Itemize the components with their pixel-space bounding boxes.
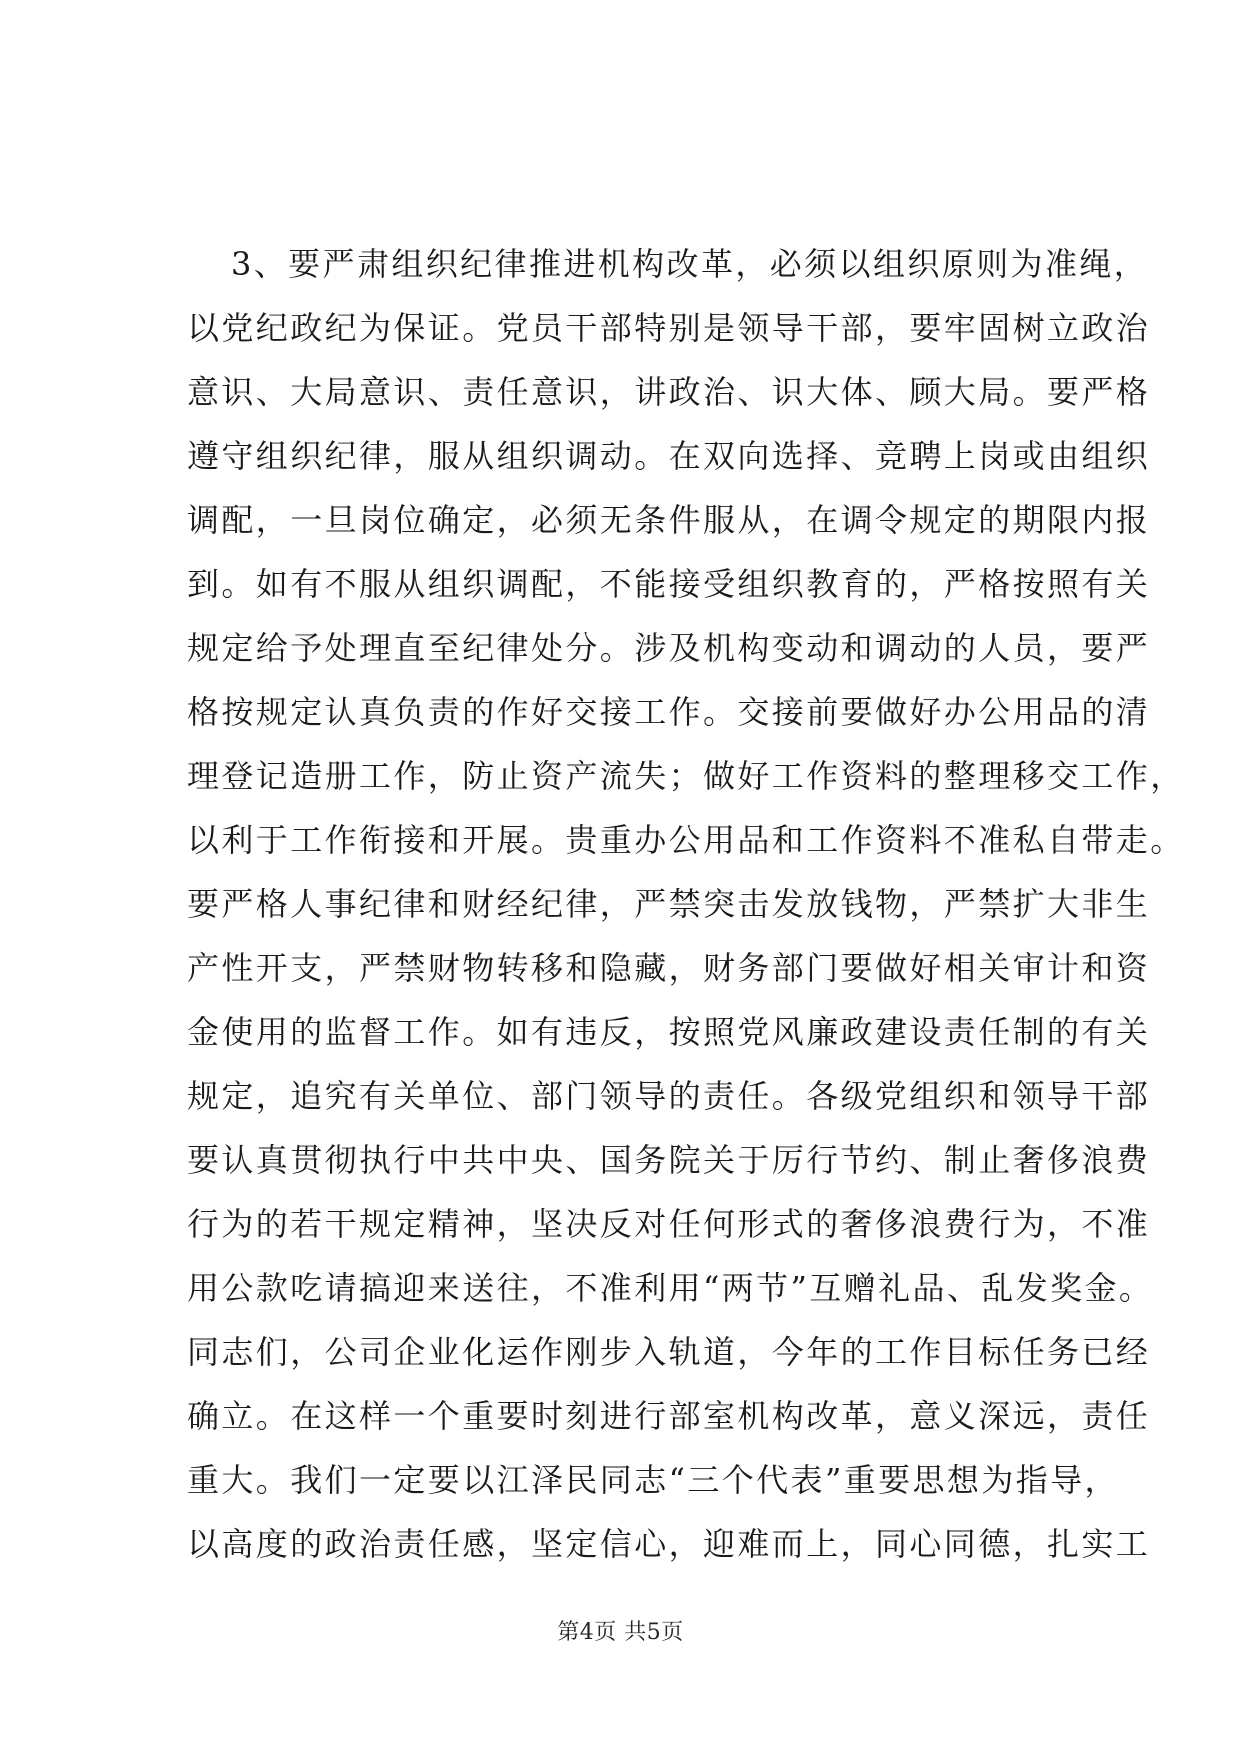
paragraph-line: 以高度的政治责任感，坚定信心，迎难而上，同心同德，扎实工 [187, 1525, 1151, 1563]
document-body [187, 232, 1185, 1576]
paragraph-line: 规定给予处理直至纪律处分。涉及机构变动和调动的人员，要严 [187, 629, 1151, 667]
paragraph-line: 用公款吃请搞迎来送往，不准利用“两节”互赠礼品、乱发奖金。 [187, 1269, 1154, 1307]
paragraph-line: 要认真贯彻执行中共中央、国务院关于厉行节约、制止奢侈浪费 [187, 1141, 1151, 1179]
page-number-footer: 第4页 共5页 [557, 1620, 684, 1645]
paragraph-line: 以利于工作衔接和开展。贵重办公用品和工作资料不准私自带走。 [187, 821, 1185, 859]
paragraph-line: 规定，追究有关单位、部门领导的责任。各级党组织和领导干部 [187, 1077, 1151, 1115]
paragraph-line: 重大。我们一定要以江泽民同志“三个代表”重要思想为指导， [187, 1461, 1119, 1499]
paragraph-line: 遵守组织纪律，服从组织调动。在双向选择、竞聘上岗或由组织 [187, 437, 1151, 475]
paragraph-line: 以党纪政纪为保证。党员干部特别是领导干部，要牢固树立政治 [187, 309, 1151, 347]
paragraph-line: 调配，一旦岗位确定，必须无条件服从，在调令规定的期限内报 [187, 501, 1151, 539]
paragraph-line: 到。如有不服从组织调配，不能接受组织教育的，严格按照有关 [187, 565, 1151, 603]
paragraph-line: 产性开支，严禁财物转移和隐藏，财务部门要做好相关审计和资 [187, 949, 1151, 987]
paragraph-line: 格按规定认真负责的作好交接工作。交接前要做好办公用品的清 [187, 693, 1151, 731]
paragraph-line: 要严格人事纪律和财经纪律，严禁突击发放钱物，严禁扩大非生 [187, 885, 1151, 923]
paragraph-line: 行为的若干规定精神，坚决反对任何形式的奢侈浪费行为，不准 [187, 1205, 1151, 1243]
paragraph-line: 确立。在这样一个重要时刻进行部室机构改革，意义深远，责任 [187, 1397, 1151, 1435]
paragraph-line: 理登记造册工作，防止资产流失；做好工作资料的整理移交工作， [187, 757, 1185, 795]
paragraph-line: 金使用的监督工作。如有违反，按照党风廉政建设责任制的有关 [187, 1013, 1151, 1051]
paragraph-line: 同志们，公司企业化运作刚步入轨道，今年的工作目标任务已经 [187, 1333, 1151, 1371]
paragraph-line: 3、要严肃组织纪律推进机构改革，必须以组织原则为准绳， [231, 245, 1149, 283]
paragraph-line: 意识、大局意识、责任意识，讲政治、识大体、顾大局。要严格 [187, 373, 1151, 411]
